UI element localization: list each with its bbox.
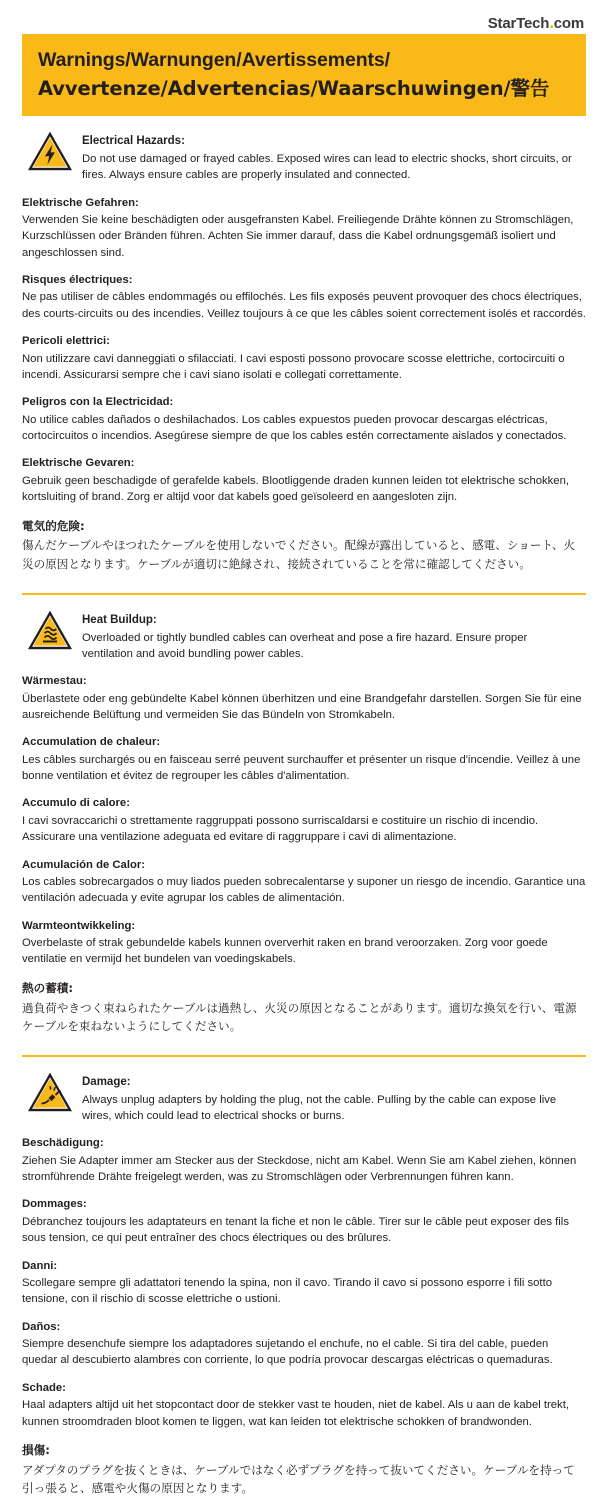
section-header — [22, 1071, 586, 1124]
page-title-line-1: Warnings/Warnungen/Avertissements/ — [38, 49, 390, 71]
section-lead-title: Damage: — [82, 1076, 131, 1089]
translation-block-it — [22, 795, 586, 845]
translation-block-es — [22, 1319, 586, 1369]
section-heat-buildup — [22, 595, 586, 1057]
translation-heading: Beschädigung: — [22, 1137, 104, 1150]
section-lead-body: Overloaded or tightly bundled cables can overheat and pose a fire hazard. Ensure proper ventilation and avoid bundling power cables. — [82, 631, 528, 660]
translation-heading: 損傷: — [22, 1442, 50, 1457]
translation-block-de — [22, 673, 586, 723]
translation-text: Overbelaste of strak gebundelde kabels kunnen oververhit raken en brand veroorzaken. Zorg voor goede ventilatie en vermijd het bundelen van voedingskabels. — [22, 937, 548, 966]
translation-text: アダプタのプラグを抜くときは、ケーブルではなく必ずプラグを持って抜いてください。ケーブルを持って引っ張ると、感電や火傷の原因となります。 — [22, 1462, 575, 1496]
translation-block-nl — [22, 1380, 586, 1430]
translation-text: Les câbles surchargés ou en faisceau serré peuvent surchauffer et présenter un risque d'incendie. Veillez à une bonne ventilation et évitez de regrouper les câbles d'alimentation. — [22, 753, 581, 782]
brand-dot-icon: . — [549, 13, 554, 32]
translation-block-it — [22, 333, 586, 383]
translation-heading: Dommages: — [22, 1198, 87, 1211]
translation-block-nl — [22, 455, 586, 505]
translation-heading: Peligros con la Electricidad: — [22, 396, 174, 409]
translation-text: Ziehen Sie Adapter immer am Stecker aus der Steckdose, nicht am Kabel. Wenn Sie am Kabel ziehen, können stromführende Drähte freigelegt werden, was zu Stromschlägen oder Verbrennungen führen kann. — [22, 1154, 577, 1184]
translation-heading: 電気的危険: — [22, 518, 85, 533]
translation-block-ja — [22, 1441, 586, 1498]
translation-text: Non utilizzare cavi danneggiati o sfilacciati. I cavi esposti possono provocare scosse elettriche, cortocircuiti o incendi. Assicurarsi sempre che i cavi siano isolati e collegati correttamente. — [22, 352, 565, 381]
translation-block-fr — [22, 272, 586, 322]
translation-block-nl — [22, 918, 586, 968]
section-lead-body: Always unplug adapters by holding the plug, not the cable. Pulling by the cable can expose live wires, which could lead to electrical shocks or burns. — [82, 1093, 557, 1123]
damage-warning-icon — [28, 1073, 72, 1113]
translation-heading: Accumulo di calore: — [22, 797, 130, 810]
translation-heading: Elektrische Gevaren: — [22, 457, 135, 470]
translation-heading: 熱の蓄積: — [22, 980, 74, 995]
translation-text: Überlastete oder eng gebündelte Kabel können überhitzen und eine Brandgefahr darstellen. Sorgen Sie für eine ausreichende Belüftung und vermeiden Sie das Bündeln von Stromkabeln. — [22, 692, 582, 721]
translation-text: No utilice cables dañados o deshilachados. Los cables expuestos pueden provocar descargas eléctricas, cortocircuitos o incendios. Asegúrese siempre de que los cables estén correctamente aislados y conectados. — [22, 413, 567, 443]
translation-text: I cavi sovraccarichi o strettamente raggruppati possono surriscaldarsi e costituire un rischio di incendio. Assicurare una ventilazione adeguata ed evitare di raggruppare i cavi di alimentazione. — [22, 814, 539, 844]
section-lead-body: Do not use damaged or frayed cables. Exposed wires can lead to electric shocks, short circuits, or fires. Always ensure cables are properly insulated and connected. — [82, 153, 572, 182]
translation-heading: Schade: — [22, 1381, 66, 1394]
translation-heading: Risques électriques: — [22, 274, 133, 287]
translation-text: Ne pas utiliser de câbles endommagés ou effilochés. Les fils exposés peuvent provoquer des chocs électriques, des courts-circuits ou des incendies. Veillez toujours à ce que les câbles soient correctement isolés et raccordés. — [22, 291, 586, 320]
translation-text: Scollegare sempre gli adattatori tenendo la spina, non il cavo. Tirando il cavo si possono esporre i fili sotto tensione, con il rischio di scosse elettriche o ustioni. — [22, 1276, 552, 1306]
translation-text: Haal adapters altijd uit het stopcontact door de stekker vast te houden, niet de kabel. Als u aan de kabel trekt, kunnen stroomdraden bloot komen te liggen, wat kan leiden tot elektrische schokken of brandwonden. — [22, 1399, 569, 1428]
translation-block-fr — [22, 734, 586, 784]
brand-header — [22, 0, 586, 34]
translation-block-fr — [22, 1196, 586, 1246]
translation-heading: Pericoli elettrici: — [22, 335, 110, 348]
translation-text: Verwenden Sie keine beschädigten oder ausgefransten Kabel. Freiliegende Drähte können zu Stromschlägen, Kurzschlüssen oder Bränden führen. Achten Sie immer darauf, dass die Kabel ordnungsgemäß isoliert und angeschlossen sind. — [22, 213, 574, 259]
translation-block-de — [22, 1135, 586, 1185]
section-header — [22, 130, 586, 183]
section-header — [22, 609, 586, 662]
translation-heading: Elektrische Gefahren: — [22, 196, 139, 209]
translation-block-ja — [22, 979, 586, 1036]
translation-heading: Accumulation de chaleur: — [22, 736, 161, 749]
translation-text: Débranchez toujours les adaptateurs en tenant la fiche et non le câble. Tirer sur le câble peut exposer des fils sous tension, ce qui peut entraîner des chocs électriques ou des brûlures. — [22, 1215, 569, 1245]
translation-block-ja — [22, 517, 586, 574]
translation-text: Gebruik geen beschadigde of gerafelde kabels. Blootliggende draden kunnen leiden tot elektrische schokken, kortsluiting of brand. Zorg er altijd voor dat kabels goed geïsoleerd en aangesloten zijn. — [22, 474, 570, 504]
translation-heading: Daños: — [22, 1320, 61, 1333]
brand-suffix: com — [553, 15, 584, 32]
brand-name: StarTech — [487, 15, 550, 32]
startech-logo — [488, 15, 584, 32]
translation-block-it — [22, 1258, 586, 1308]
page-title-line-2: Avvertenze/Advertencias/Waarschuwingen/警告 — [38, 76, 550, 100]
section-damage — [22, 1057, 586, 1498]
translation-heading: Danni: — [22, 1259, 58, 1272]
translation-text: Siempre desenchufe siempre los adaptadores sujetando el enchufe, no el cable. Si tira del cable, pueden quedar al descubierto alambres con corriente, lo que podría provocar descargas eléctricas o quemaduras. — [22, 1338, 553, 1367]
translation-block-es — [22, 394, 586, 444]
translation-heading: Wärmestau: — [22, 675, 87, 688]
section-lead-title: Electrical Hazards: — [82, 135, 185, 148]
section-lead-title: Heat Buildup: — [82, 613, 157, 626]
translation-text: 傷んだケーブルやほつれたケーブルを使用しないでください。配線が露出していると、感電、ショート、火災の原因となります。ケーブルが適切に絶縁され、接続されていることを常に確認してください。 — [22, 538, 576, 572]
page-title — [22, 34, 586, 116]
electrical-hazard-warning-icon — [28, 132, 72, 172]
translation-heading: Acumulación de Calor: — [22, 858, 146, 871]
translation-block-de — [22, 195, 586, 262]
translation-text: 過負荷やきつく束ねられたケーブルは過熱し、火災の原因となることがあります。適切な換気を行い、電源ケーブルを束ねないようにしてください。 — [22, 1000, 577, 1034]
translation-block-es — [22, 857, 586, 907]
section-electrical-hazards — [22, 116, 586, 595]
translation-text: Los cables sobrecargados o muy liados pueden sobrecalentarse y suponer un riesgo de incendio. Garantice una ventilación adecuada y evite agrupar los cables de alimentación. — [22, 875, 586, 905]
translation-heading: Warmteontwikkeling: — [22, 919, 136, 932]
heat-buildup-warning-icon — [28, 611, 72, 651]
